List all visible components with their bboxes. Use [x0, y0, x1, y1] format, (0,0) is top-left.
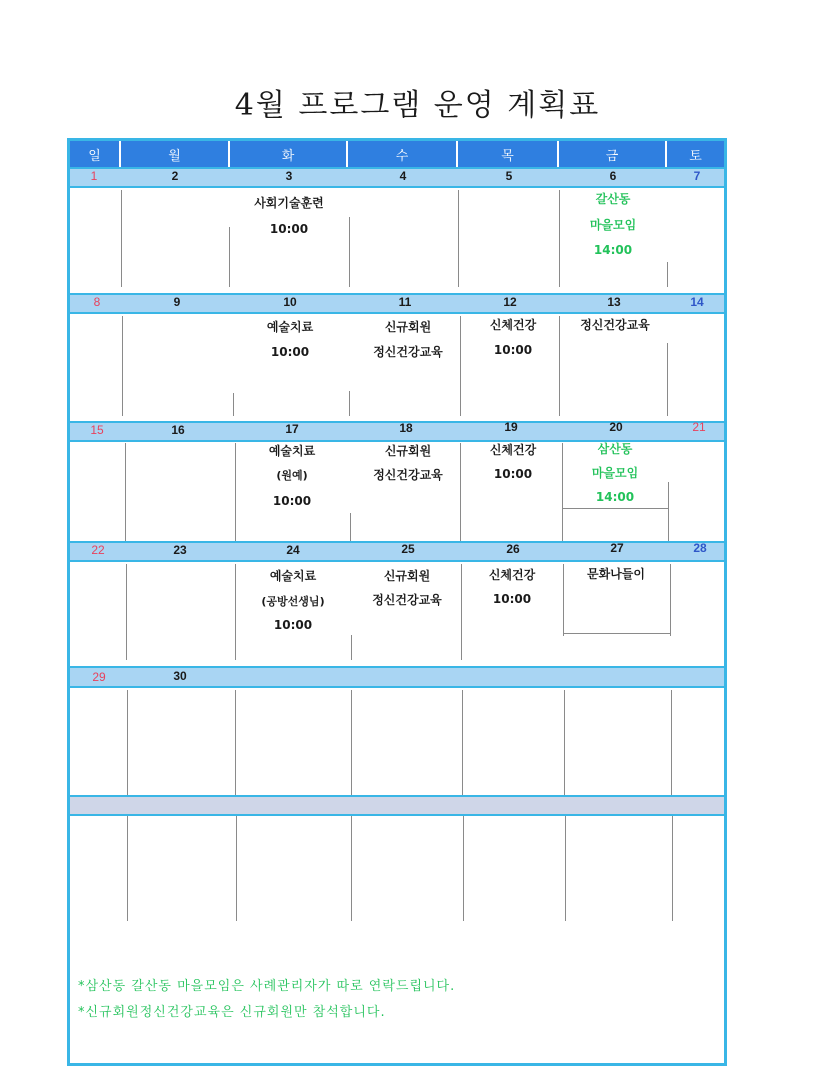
grid-line — [121, 190, 122, 287]
date-cell: 9 — [173, 295, 181, 309]
event-label: 문화나들이 — [587, 567, 645, 581]
event-label: 마을모임 — [589, 218, 637, 232]
weekday-wed: 수 — [348, 141, 458, 167]
date-cell: 6 — [609, 169, 617, 183]
date-cell: 16 — [171, 423, 185, 437]
date-cell: 19 — [504, 420, 518, 434]
date-cell: 28 — [693, 541, 707, 555]
grid-line — [458, 190, 459, 287]
event-label: 신체건강 — [488, 568, 536, 582]
grid-line — [235, 690, 236, 795]
date-cell: 24 — [286, 543, 300, 557]
date-cell: 14 — [690, 295, 704, 309]
weekday-fri: 금 — [559, 141, 667, 167]
event-label: 정신건강교육 — [373, 468, 443, 482]
event-label: 신규회원 — [384, 444, 432, 458]
event-time: 10:00 — [493, 467, 533, 481]
date-cell: 20 — [609, 420, 623, 434]
grid-line — [667, 343, 668, 416]
grid-line — [233, 393, 234, 416]
event-label: (원예) — [276, 469, 308, 482]
date-cell: 18 — [399, 421, 413, 435]
grid-line — [349, 391, 350, 416]
weekday-tue: 화 — [230, 141, 348, 167]
date-cell: 2 — [171, 169, 179, 183]
event-label: (공방선생님) — [261, 595, 325, 608]
grid-line — [565, 816, 566, 921]
event-label: 예술치료 — [268, 444, 316, 458]
footnote: *삼산동 갈산동 마을모임은 사례관리자가 따로 연락드립니다. — [78, 979, 456, 994]
date-cell: 7 — [693, 169, 701, 183]
event-time: 10:00 — [492, 592, 532, 606]
date-cell: 15 — [90, 423, 104, 437]
grid-line — [235, 443, 236, 543]
date-cell: 1 — [90, 169, 98, 183]
event-time: 10:00 — [493, 343, 533, 357]
date-cell: 5 — [505, 169, 513, 183]
grid-line — [127, 690, 128, 795]
date-cell: 30 — [173, 669, 187, 683]
event-time: 10:00 — [270, 345, 310, 359]
grid-line — [351, 690, 352, 795]
grid-line — [462, 690, 463, 795]
weekday-thu: 목 — [458, 141, 559, 167]
event-label: 정신건강교육 — [372, 593, 442, 607]
grid-line — [667, 262, 668, 287]
event-label: 신규회원 — [384, 320, 432, 334]
date-cell: 25 — [401, 542, 415, 556]
date-cell: 11 — [398, 295, 412, 309]
event-label: 삼산동 — [597, 442, 633, 456]
event-label: 사회기술훈련 — [254, 196, 324, 210]
event-label: 신체건강 — [489, 443, 537, 457]
date-cell: 3 — [285, 169, 293, 183]
date-cell: 8 — [93, 295, 101, 309]
date-cell: 23 — [173, 543, 187, 557]
grid-line — [125, 443, 126, 543]
event-time: 14:00 — [595, 490, 635, 504]
page-title: 4월 프로그램 운영 계획표 — [234, 88, 601, 123]
grid-line — [236, 816, 237, 921]
event-time: 10:00 — [269, 222, 309, 236]
date-cell: 10 — [283, 295, 297, 309]
date-cell: 21 — [692, 420, 706, 434]
date-cell: 13 — [607, 295, 621, 309]
date-cell: 22 — [91, 543, 105, 557]
date-cell: 4 — [399, 169, 407, 183]
date-cell: 27 — [610, 541, 624, 555]
grid-line — [127, 816, 128, 921]
grid-line — [671, 690, 672, 795]
event-time: 10:00 — [273, 618, 313, 632]
weekday-sat: 토 — [667, 141, 724, 167]
event-label: 정신건강교육 — [580, 318, 650, 332]
weekday-sun: 일 — [70, 141, 121, 167]
blank-week-band — [70, 795, 724, 816]
footnote: *신규회원정신건강교육은 신규회원만 참석합니다. — [78, 1005, 386, 1020]
event-time: 10:00 — [272, 494, 312, 508]
grid-line — [672, 816, 673, 921]
grid-line — [351, 635, 352, 660]
date-cell: 17 — [285, 422, 299, 436]
event-label: 갈산동 — [595, 192, 631, 206]
event-label: 신규회원 — [383, 569, 431, 583]
grid-line — [229, 227, 230, 287]
date-cell: 26 — [506, 542, 520, 556]
grid-line — [122, 316, 123, 416]
grid-line — [563, 633, 670, 634]
grid-line — [463, 816, 464, 921]
grid-line — [126, 564, 127, 660]
grid-line — [564, 690, 565, 795]
grid-line — [351, 816, 352, 921]
weekday-header — [67, 141, 727, 167]
event-label: 정신건강교육 — [373, 345, 443, 359]
grid-line — [349, 217, 350, 287]
footnotes — [78, 974, 455, 1026]
event-label: 신체건강 — [489, 318, 537, 332]
event-label: 마을모임 — [591, 466, 639, 480]
grid-line — [350, 513, 351, 543]
event-label: 예술치료 — [269, 569, 317, 583]
grid-line — [235, 564, 236, 660]
weekday-mon: 월 — [121, 141, 230, 167]
date-cell: 12 — [503, 295, 517, 309]
event-label: 예술치료 — [266, 320, 314, 334]
date-cell: 29 — [92, 670, 106, 684]
event-time: 14:00 — [593, 243, 633, 257]
